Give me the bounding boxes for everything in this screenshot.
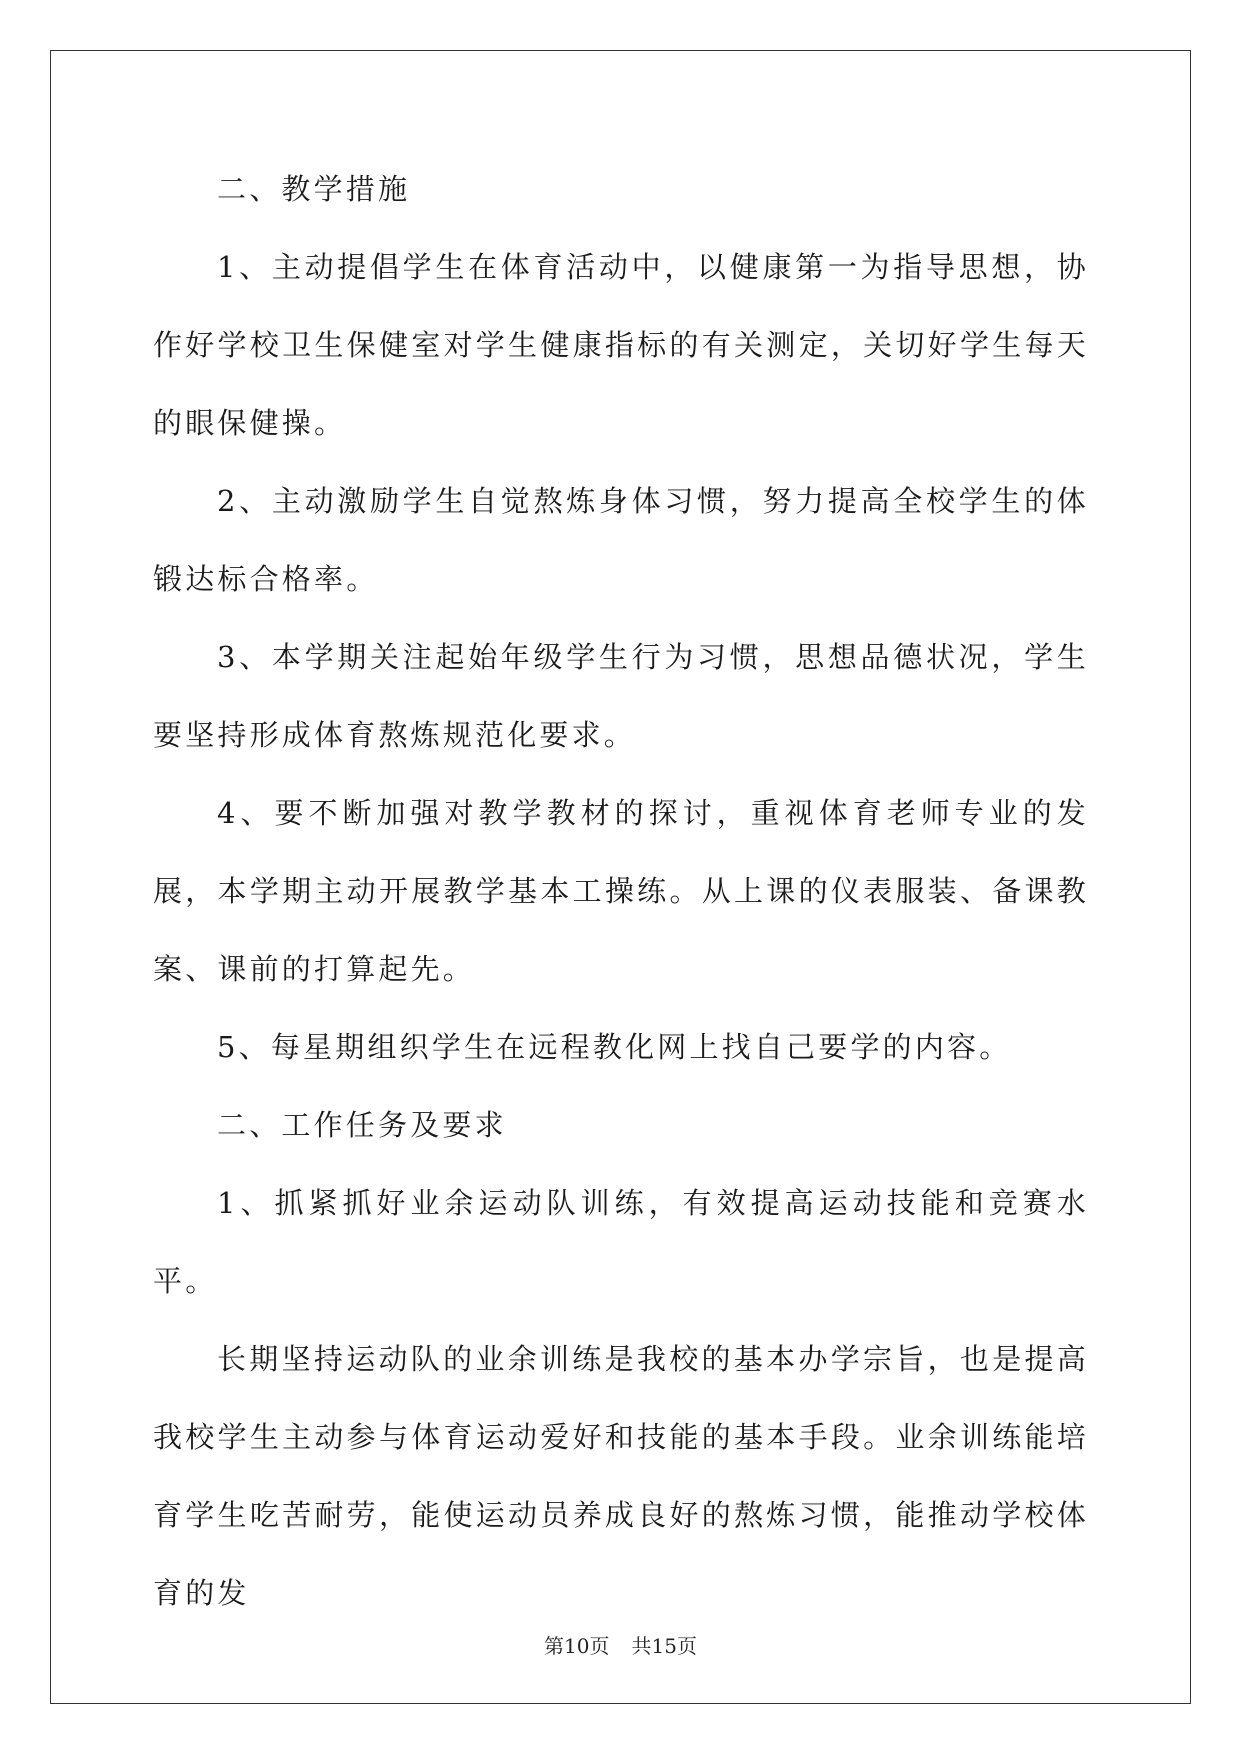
current-page-number: 第10页 (544, 1634, 610, 1658)
paragraph-item-4: 4、要不断加强对教学教材的探讨，重视体育老师专业的发展，本学期主动开展教学基本工操练。从上课的仪表服装、备课教案、课前的打算起先。 (153, 796, 1089, 986)
paragraph-item-3: 3、本学期关注起始年级学生行为习惯，思想品德状况，学生要坚持形成体育熬炼规范化要求。 (153, 640, 1089, 752)
paragraph-task-1: 1、抓紧抓好业余运动队训练，有效提高运动技能和竞赛水平。 (153, 1186, 1089, 1298)
page-footer (0, 1630, 1241, 1659)
paragraph-task-1-detail: 长期坚持运动队的业余训练是我校的基本办学宗旨，也是提高我校学生主动参与体育运动爱好和技能的基本手段。业余训练能培育学生吃苦耐劳，能使运动员养成良好的熬炼习惯，能推动学校体育的发 (153, 1342, 1089, 1610)
paragraph-item-5: 5、每星期组织学生在远程教化网上找自己要学的内容。 (217, 1030, 1012, 1064)
paragraph-item-2: 2、主动激励学生自觉熬炼身体习惯，努力提高全校学生的体锻达标合格率。 (153, 484, 1089, 596)
total-page-count: 共15页 (631, 1634, 697, 1658)
section-heading-work-tasks: 二、工作任务及要求 (217, 1108, 507, 1142)
paragraph-item-1: 1、主动提倡学生在体育活动中，以健康第一为指导思想，协作好学校卫生保健室对学生健康指标的有关测定，关切好学生每天的眼保健操。 (153, 250, 1089, 440)
document-body (153, 150, 1089, 1632)
section-heading-teaching-measures: 二、教学措施 (217, 172, 411, 206)
